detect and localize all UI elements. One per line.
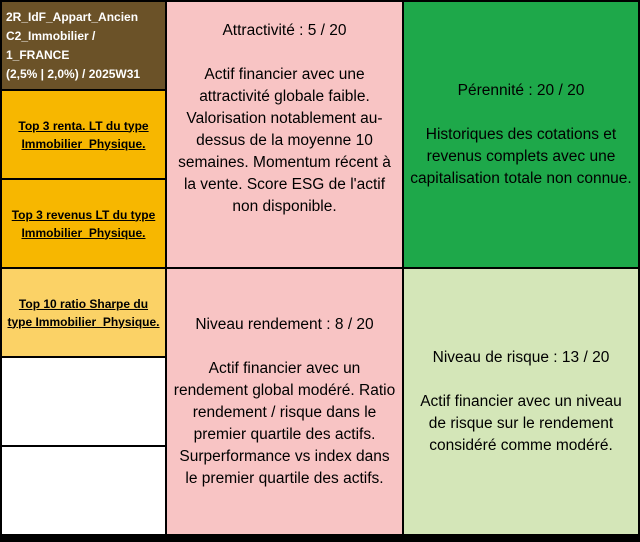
top3-renta-cell [1, 90, 166, 179]
asset-title-line3: (2,5% | 2,0%) / 2025W31 [6, 66, 141, 81]
top10-sharpe-link[interactable] [6, 295, 161, 331]
risque-panel [403, 268, 639, 535]
attractivite-text: Actif financier avec une attractivité globale faible. Valorisation notablement au-dessus de la moyenne 10 semaines. Momentum récent à la vente. Score ESG de l'actif non disponible. [178, 66, 391, 215]
top3-revenus-line2: Immobilier_Physique. [21, 225, 146, 240]
top10-sharpe-cell [1, 268, 166, 357]
rendement-text: Actif financier avec un rendement global modéré. Ratio rendement / risque dans le premier quartile des actifs. Surperformance vs index dans le premier quartile des actifs. [173, 359, 396, 487]
perennite-heading: Pérennité : 20 / 20 [457, 81, 585, 99]
asset-title-line2: C2_Immobilier / 1_FRANCE [6, 28, 96, 62]
attractivite-panel [166, 1, 403, 268]
attractivite-heading: Attractivité : 5 / 20 [222, 22, 347, 39]
top3-renta-link[interactable] [6, 117, 161, 153]
top10-sharpe-line2: type Immobilier_Physique. [7, 314, 160, 329]
rendement-panel [166, 268, 403, 535]
top3-renta-line2: Immobilier_Physique. [21, 136, 146, 151]
top10-sharpe-line1: Top 10 ratio Sharpe du [18, 296, 149, 311]
top3-revenus-line1: Top 3 revenus LT du type [11, 207, 156, 222]
asset-title-line1: 2R_IdF_Appart_Ancien [6, 9, 139, 24]
perennite-panel [403, 1, 639, 268]
perennite-text: Historiques des cotations et revenus complets avec une capitalisation totale non connue. [410, 125, 632, 187]
rendement-heading: Niveau rendement : 8 / 20 [195, 315, 374, 333]
top3-revenus-cell [1, 179, 166, 268]
top3-renta-line1: Top 3 renta. LT du type [18, 118, 149, 133]
empty-cell-1 [1, 357, 166, 446]
empty-cell-2 [1, 446, 166, 535]
risque-text: Actif financier avec un niveau de risque sur le rendement considéré comme modéré. [420, 392, 622, 454]
top3-revenus-link[interactable] [6, 206, 161, 242]
risque-heading: Niveau de risque : 13 / 20 [432, 348, 610, 366]
asset-title-cell [1, 1, 166, 90]
